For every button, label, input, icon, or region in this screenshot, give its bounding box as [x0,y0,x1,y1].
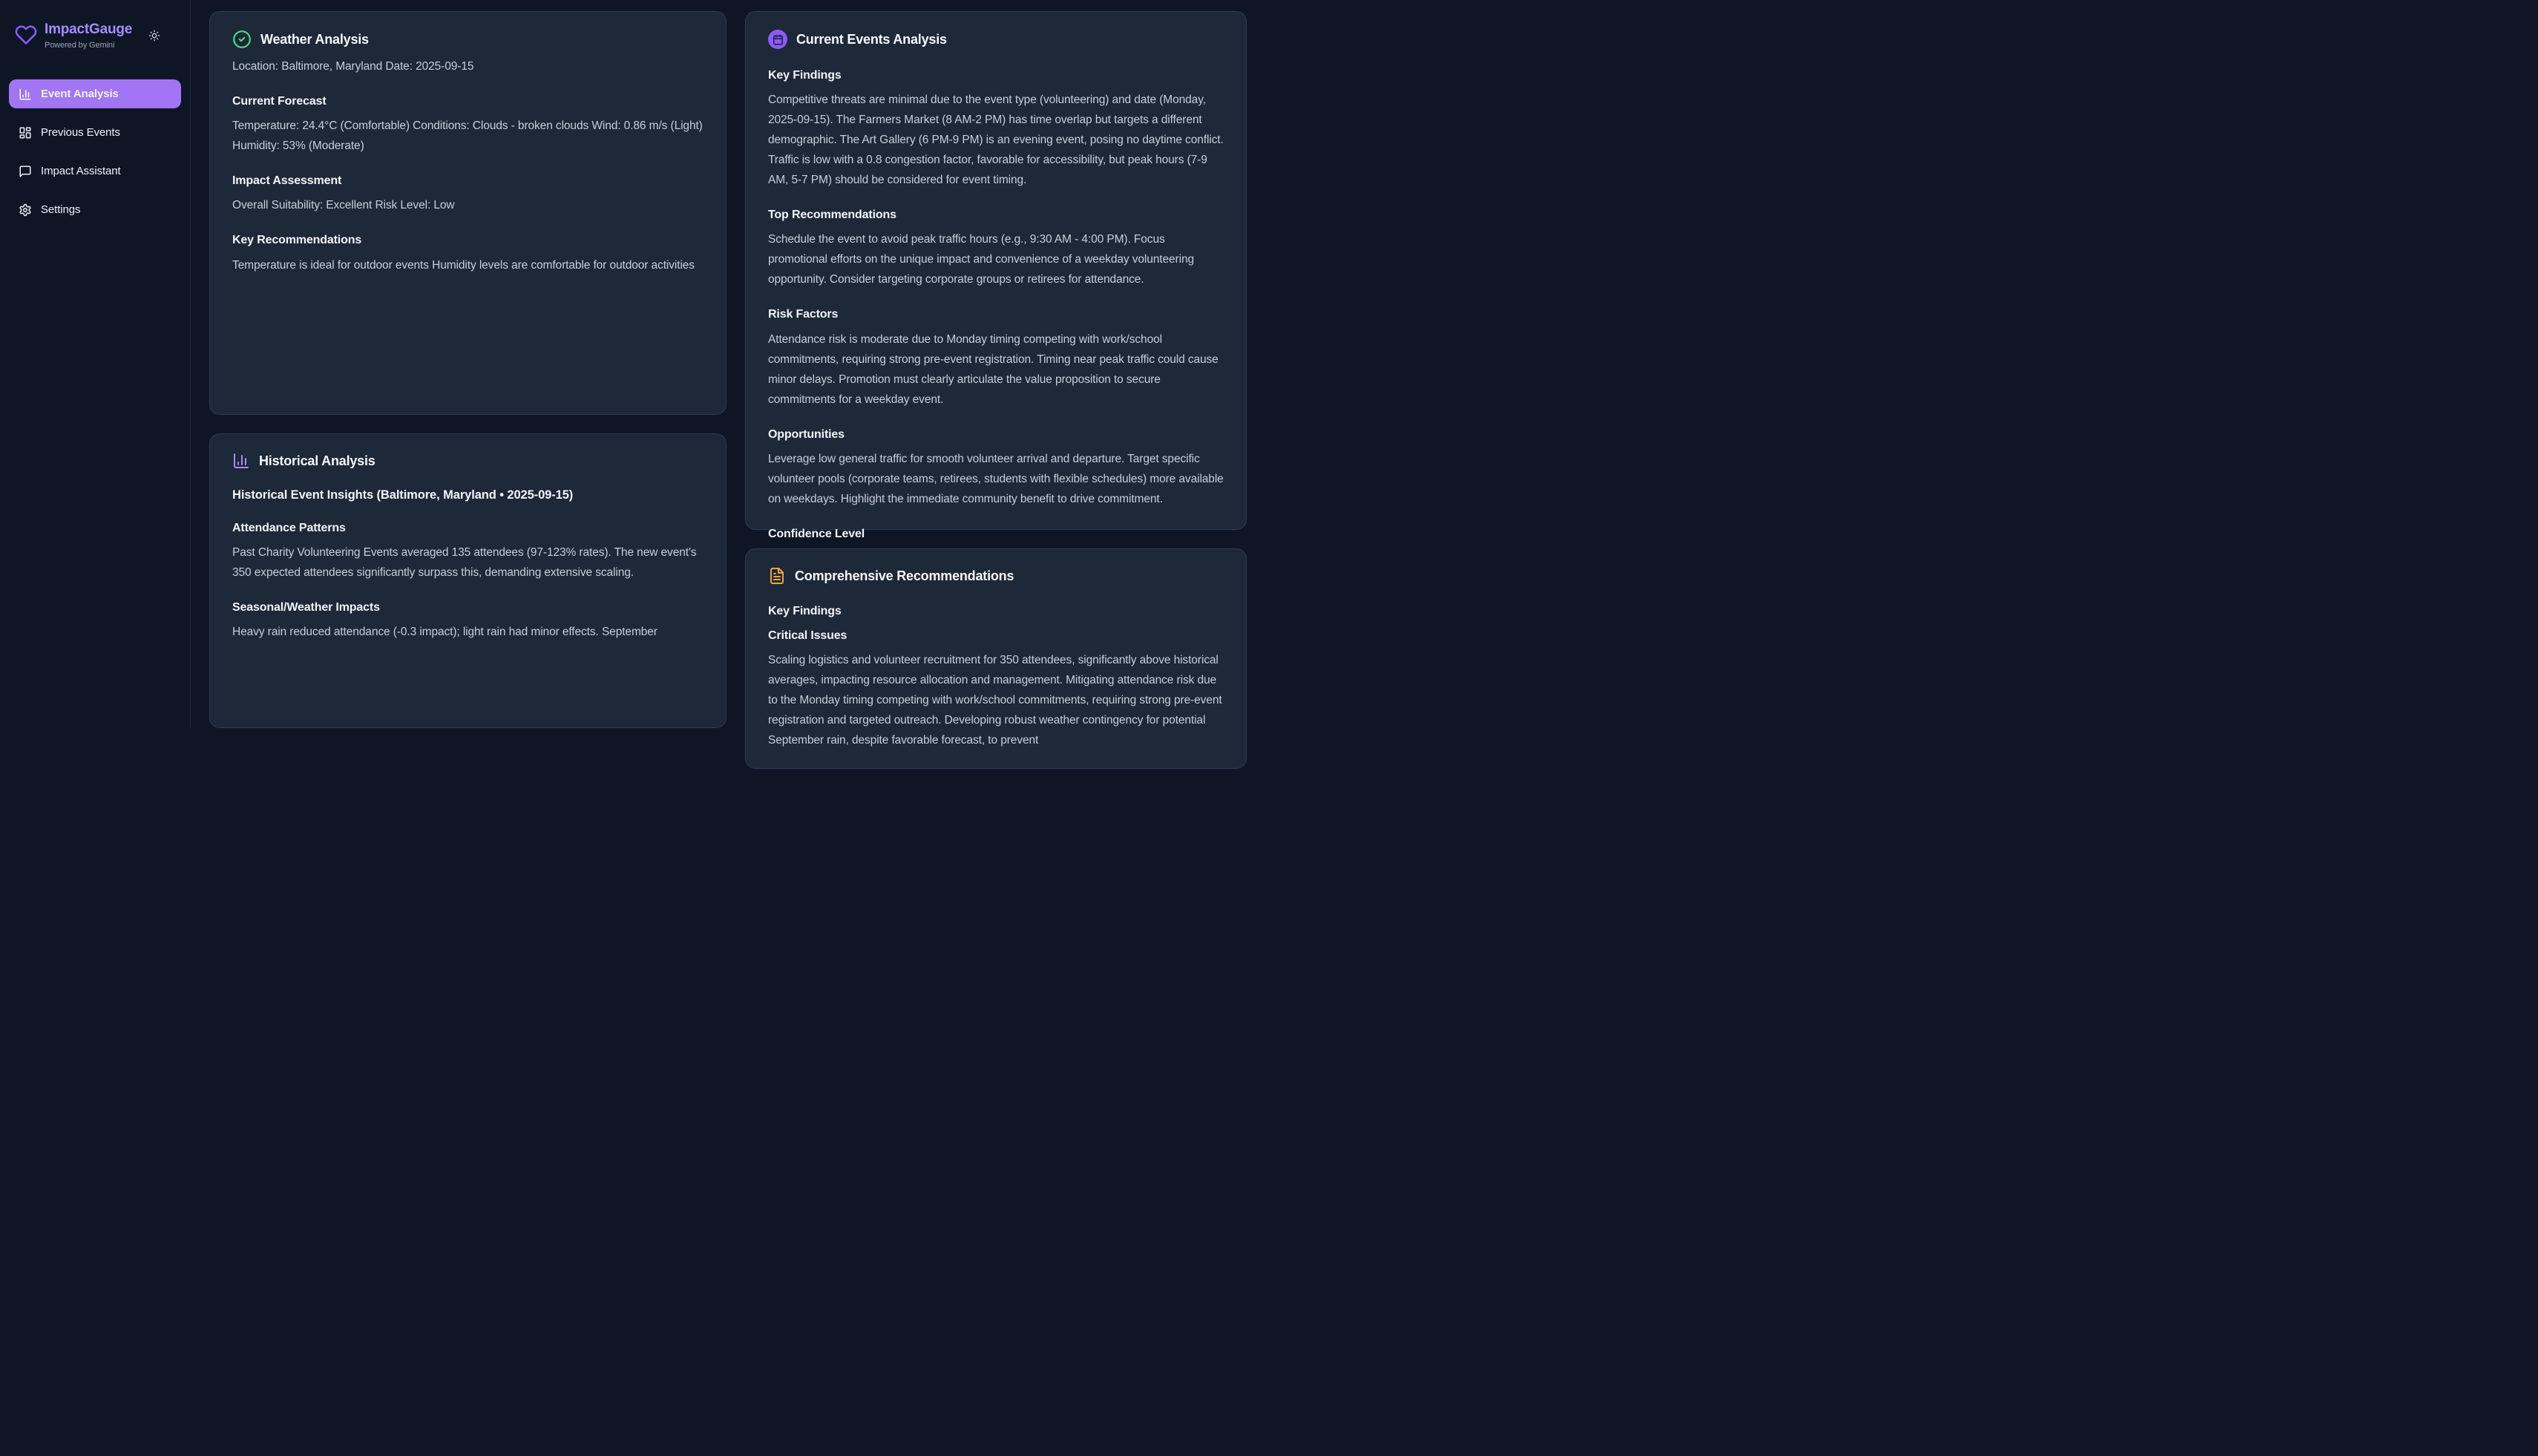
sidebar-item-label: Event Analysis [41,88,119,100]
card-header [768,30,1224,49]
section-heading: Top Recommendations [768,209,896,222]
bar-chart-icon [19,88,32,101]
main-content [191,0,1271,747]
section-heading: Risk Factors [768,308,839,321]
section-body: Overall Suitability: Excellent Risk Level: Low [232,199,455,212]
card-title: Historical Analysis [259,453,376,468]
right-column [745,11,1247,747]
section-heading: Key Findings [768,605,842,617]
section-body: Competitive threats are minimal due to the event type (volunteering) and date (Monday, 2025-09-15). The Farmers Market (8 AM-2 PM) has time overlap but targets a different demographic. The Art Gallery (6 PM-9 PM) is an evening event, posing no daytime conflict. Traffic is low with a 0.8 congestion factor, favorable for accessibility, but peak hours (7-9 AM, 5-7 PM) should be considered for event timing. [768,94,1224,187]
card-title: Current Events Analysis [796,31,947,47]
theme-toggle-sun-icon[interactable] [148,30,160,45]
historical-insights-subtitle: Historical Event Insights (Baltimore, Maryland • 2025-09-15) [232,488,574,502]
historical-analysis-card [209,433,727,728]
section-body: Temperature is ideal for outdoor events Humidity levels are comfortable for outdoor activities [232,258,695,272]
comprehensive-recommendations-card [745,548,1247,769]
weather-analysis-card [209,11,727,415]
sidebar-nav [9,79,181,224]
section-heading: Critical Issues [768,629,847,643]
file-text-icon [768,567,786,585]
gear-icon [19,203,32,217]
section-heading: Confidence Level [768,527,865,540]
check-circle-icon [232,30,252,49]
sidebar-item-impact-assistant[interactable] [9,157,181,186]
card-title: Weather Analysis [260,31,369,47]
dashboard-grid-icon [19,126,32,140]
section-body: Attendance risk is moderate due to Monday timing competing with work/school commitments, requiring strong pre-event registration. Timing near peak traffic could cause minor delays. Promotion must clearly articulate the value proposition to secure commitments for a weekday event. [768,332,1219,406]
section-body: Heavy rain reduced attendance (-0.3 impact); light rain had minor effects. September [232,626,658,639]
left-column [209,11,727,728]
app-subtitle: Powered by Gemini [45,40,115,50]
sidebar-item-label: Settings [41,203,81,216]
weather-location-date: Location: Baltimore, Maryland Date: 2025-09-15 [232,60,474,73]
section-heading: Seasonal/Weather Impacts [232,601,380,614]
sidebar-item-settings[interactable] [9,195,181,224]
section-body: Scaling logistics and volunteer recruitment for 350 attendees, significantly above historical averages, impacting resource allocation and management. Mitigating attendance risk due to the Monday timing competing with work/school commitments, requiring strong pre-event registration and targeted outreach. Developing robust weather contingency for potential September rain, despite favorable forecast, to prevent [768,654,1222,747]
chat-bubble-icon [19,165,32,178]
section-body: Temperature: 24.4°C (Comfortable) Conditions: Clouds - broken clouds Wind: 0.86 m/s (Light) Humidity: 53% (Moderate) [232,119,703,153]
card-title: Comprehensive Recommendations [795,568,1014,583]
section-heading: Opportunities [768,427,845,441]
app-window [0,0,1269,747]
card-header [232,30,704,49]
sidebar-item-label: Previous Events [41,126,120,139]
logo-text [45,22,132,50]
chart-column-icon [232,452,250,470]
calendar-badge-icon [768,30,787,49]
section-heading: Current Forecast [232,95,327,108]
section-body: Schedule the event to avoid peak traffic hours (e.g., 9:30 AM - 4:00 PM). Focus promotional efforts on the unique impact and convenience of a weekday volunteering opportunity. Consider targeting corporate groups or retirees for attendance. [768,233,1195,286]
section-heading: Impact Assessment [232,174,342,188]
section-body: Past Charity Volunteering Events averaged 135 attendees (97-123% rates). The new event's 350 expected attendees significantly surpass this, demanding extensive scaling. [232,546,697,580]
app-title: ImpactGauge [45,22,133,37]
section-heading: Key Findings [768,69,842,82]
app-logo [9,22,181,50]
card-header [768,567,1224,585]
card-header [232,452,704,470]
heart-icon [15,24,37,50]
section-body: Leverage low general traffic for smooth volunteer arrival and departure. Target specific volunteer pools (corporate teams, retirees, students with flexible schedules) more available on weekdays. Highlight the immediate community benefit to drive commitment. [768,452,1224,505]
current-events-analysis-card [745,11,1247,540]
sidebar-item-previous-events[interactable] [9,118,181,147]
section-heading: Attendance Patterns [232,522,346,535]
sidebar-item-label: Impact Assistant [41,165,121,177]
sidebar-item-event-analysis[interactable] [9,79,181,108]
section-heading: Key Recommendations [232,234,362,247]
sidebar [0,0,191,728]
